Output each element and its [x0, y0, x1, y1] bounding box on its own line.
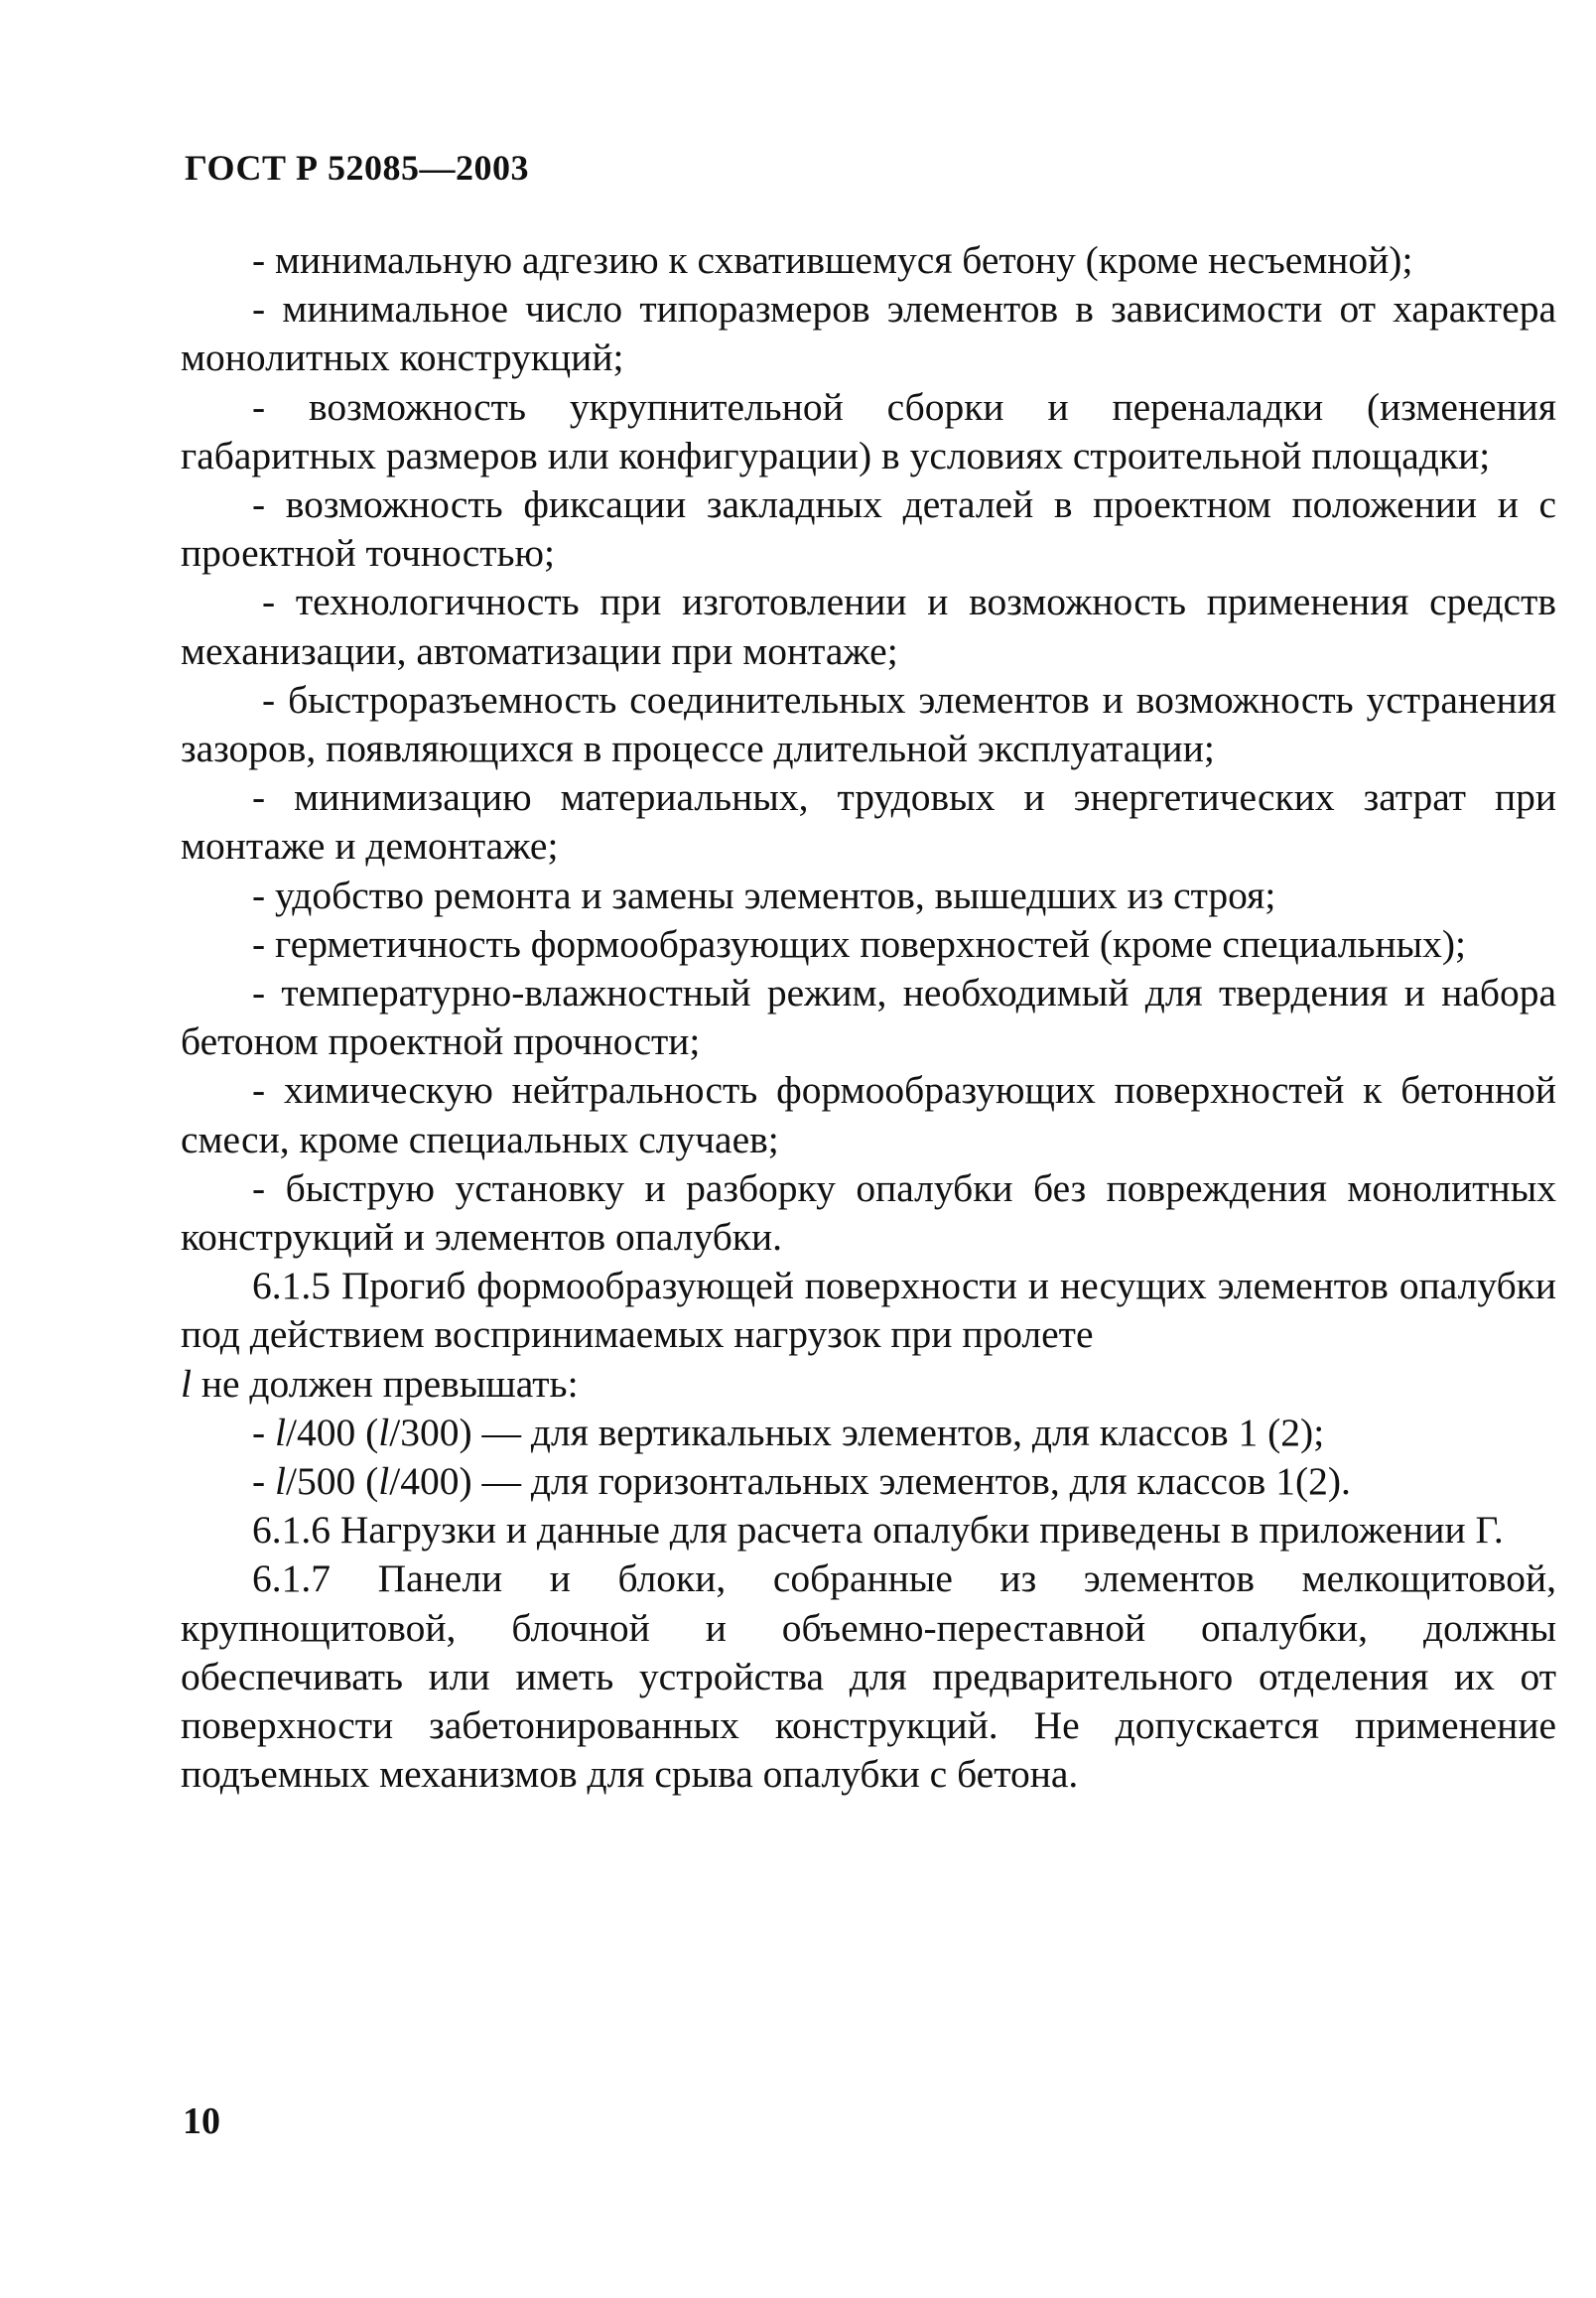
limit-ratio: /400): [389, 1459, 472, 1504]
span-variable: l: [275, 1410, 287, 1454]
limit-prefix: -: [252, 1410, 276, 1454]
page-number: 10: [183, 2100, 220, 2142]
clause-6-1-5-text: 6.1.5 Прогиб формообразующей поверхности и несущих элементов опалубки под действием воспринимаемых нагрузок при пролете: [181, 1264, 1556, 1357]
list-item: - минимизацию материальных, трудовых и энергетических затрат при монтаже и демонтаже;: [181, 775, 1556, 869]
clause-6-1-6: 6.1.6 Нагрузки и данные для расчета опалубки приведены в приложении Г.: [252, 1508, 1504, 1553]
limit-ratio: /500 (: [286, 1459, 379, 1504]
span-variable: l: [181, 1361, 192, 1406]
span-variable: l: [378, 1459, 390, 1504]
list-item: - удобство ремонта и замены элементов, вышедших из строя;: [252, 873, 1276, 917]
limit-ratio: /300): [389, 1410, 472, 1454]
deflection-limit-horizontal: [181, 1457, 1556, 1506]
list-item: - химическую нейтральность формообразующих поверхностей к бетонной смеси, кроме специальных случаев;: [181, 1068, 1556, 1161]
span-variable: l: [275, 1459, 287, 1504]
clause-6-1-5-tail: не должен превышать:: [200, 1361, 579, 1406]
page-content: [181, 236, 1556, 1800]
clause-6-1-7: 6.1.7 Панели и блоки, собранные из элементов мелкощитовой, крупнощитовой, блочной и объемно-переставной опалубки, должны обеспечивать или иметь устройства для предварительного отделения их от поверхности забетонированных конструкций. Не допускается применение подъемных механизмов для срыва опалубки с бетона.: [181, 1556, 1556, 1797]
list-item: - возможность фиксации закладных деталей в проектном положении и с проектной точностью;: [181, 482, 1556, 576]
limit-ratio: /400 (: [286, 1410, 379, 1454]
clause-6-1-5: [181, 1262, 1556, 1409]
list-item: - быстроразъемность соединительных элементов и возможность устранения зазоров, появляющихся в процессе длительной эксплуатации;: [181, 677, 1556, 771]
deflection-limit-vertical: [181, 1409, 1556, 1457]
limit-prefix: -: [252, 1459, 276, 1504]
list-item: - возможность укрупнительной сборки и переналадки (изменения габаритных размеров или конфигурации) в условиях строительной площадки;: [181, 384, 1556, 477]
span-variable: l: [378, 1410, 390, 1454]
list-item: - герметичность формообразующих поверхностей (кроме специальных);: [252, 921, 1467, 966]
list-item: - температурно-влажностный режим, необходимый для твердения и набора бетоном проектной прочности;: [181, 971, 1556, 1064]
limit-description: — для вертикальных элементов, для классов 1 (2);: [471, 1410, 1325, 1454]
list-item: - технологичность при изготовлении и возможность применения средств механизации, автоматизации при монтаже;: [181, 580, 1556, 673]
list-item: - быструю установку и разборку опалубки без повреждения монолитных конструкций и элементов опалубки.: [181, 1165, 1556, 1260]
document-code-header: ГОСТ Р 52085—2003: [185, 148, 529, 188]
limit-description: — для горизонтальных элементов, для классов 1(2).: [471, 1459, 1351, 1504]
list-item: - минимальную адгезию к схватившемуся бетону (кроме несъемной);: [252, 238, 1413, 282]
list-item: - минимальное число типоразмеров элементов в зависимости от характера монолитных конструкций;: [181, 287, 1556, 380]
